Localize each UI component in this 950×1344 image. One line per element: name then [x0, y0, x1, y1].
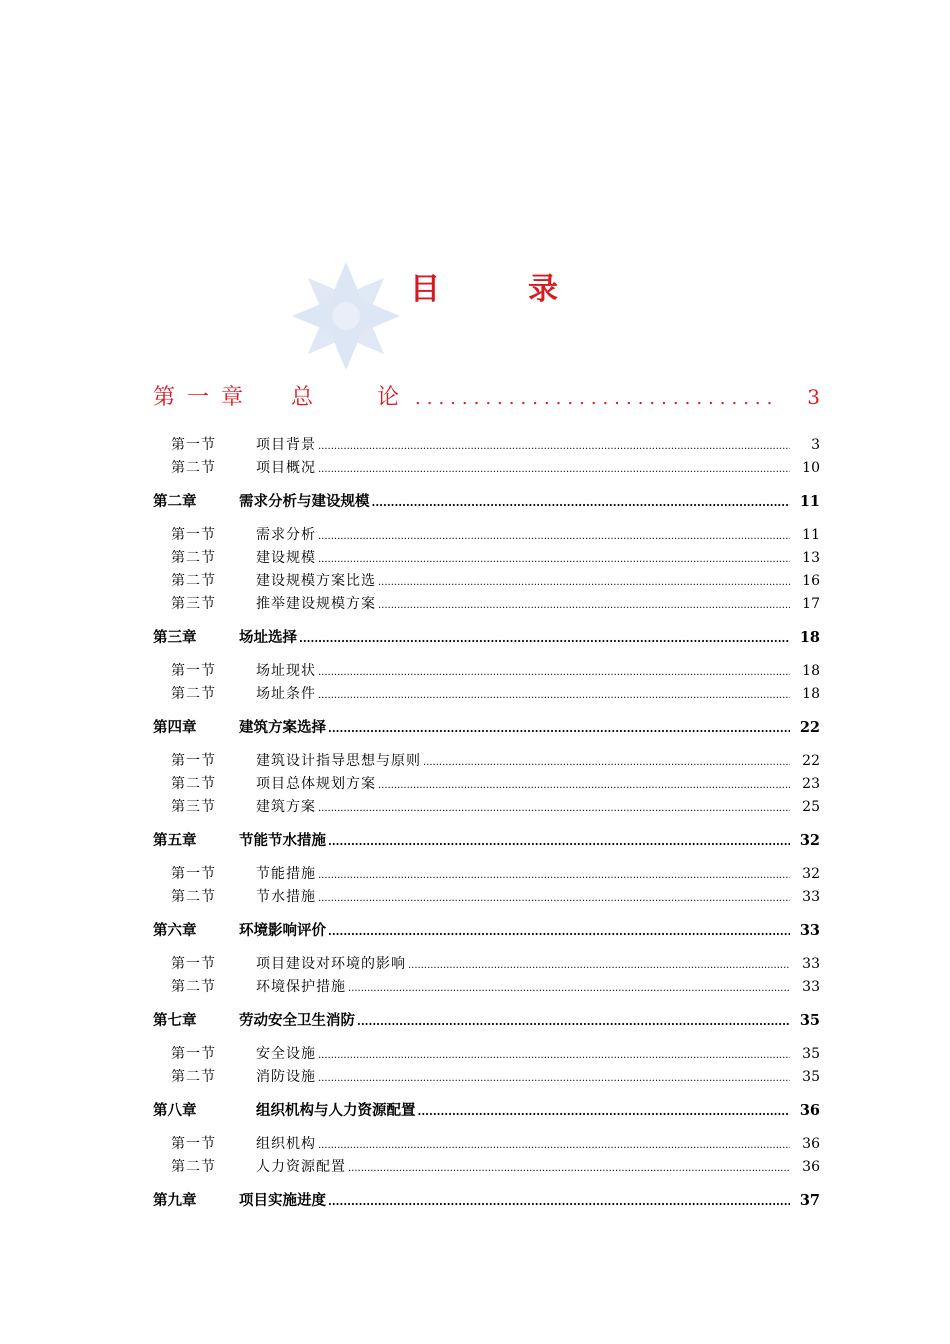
dot-leader: [318, 441, 790, 452]
dot-leader: [372, 496, 791, 509]
chapter-title: 项目实施进度: [239, 1192, 326, 1209]
chapter-title: 需求分析与建设规模: [239, 493, 370, 510]
dot-leader: [415, 388, 776, 409]
dot-leader: [357, 1015, 790, 1028]
chapter-number: 第九章: [153, 1192, 197, 1209]
toc-section-row[interactable]: [153, 570, 820, 593]
chapter-title: 建筑方案选择: [239, 719, 326, 736]
page-number: 35: [799, 1012, 820, 1029]
section-number: 第一节: [171, 956, 216, 972]
toc-chapter-row[interactable]: [153, 1009, 820, 1035]
dot-leader: [318, 554, 790, 565]
section-number: 第二节: [171, 686, 216, 702]
section-title: 需求分析: [256, 527, 316, 543]
section-number: 第二节: [171, 889, 216, 905]
page-number: 35: [802, 1069, 820, 1085]
page-number: 18: [802, 686, 820, 702]
dot-leader: [318, 464, 790, 475]
toc-title: [0, 268, 950, 316]
toc-section-row[interactable]: [153, 593, 820, 616]
chapter-number: 第五章: [153, 832, 197, 849]
toc-chapter-row[interactable]: [153, 919, 820, 945]
toc-section-row[interactable]: [153, 547, 820, 570]
dot-leader: [299, 632, 790, 645]
chapter-title: 组织机构与人力资源配置: [256, 1102, 416, 1119]
page-number: 33: [802, 889, 820, 905]
chapter-title: 劳动安全卫生消防: [239, 1012, 355, 1029]
toc-section-row[interactable]: [153, 683, 820, 706]
dot-leader: [318, 1073, 790, 1084]
section-number: 第二节: [171, 573, 216, 589]
page-number: 11: [799, 493, 820, 510]
dot-leader: [318, 1140, 790, 1151]
toc-section-row[interactable]: [153, 524, 820, 547]
section-title: 安全设施: [256, 1046, 316, 1062]
toc-chapter-row[interactable]: [153, 380, 820, 422]
toc-section-row[interactable]: [153, 886, 820, 909]
chapter-title: 场址选择: [239, 629, 297, 646]
page-number: 16: [802, 573, 820, 589]
toc-title-char-2: 录: [528, 272, 558, 307]
dot-leader: [348, 1163, 790, 1174]
page-number: 32: [799, 832, 820, 849]
page-number: 22: [799, 719, 820, 736]
section-number: 第一节: [171, 1136, 216, 1152]
section-title: 环境保护措施: [256, 979, 346, 995]
dot-leader: [318, 870, 790, 881]
section-number: 第一节: [171, 437, 216, 453]
page-number: 13: [802, 550, 820, 566]
section-number: 第三节: [171, 799, 216, 815]
section-title: 建筑设计指导思想与原则: [256, 753, 421, 769]
page-number: 25: [802, 799, 820, 815]
dot-leader: [318, 1050, 790, 1061]
toc-section-row[interactable]: [153, 1043, 820, 1066]
page-number: 36: [799, 1102, 820, 1119]
section-title: 人力资源配置: [256, 1159, 346, 1175]
page-number: 33: [799, 922, 820, 939]
dot-leader: [378, 577, 790, 588]
section-number: 第二节: [171, 979, 216, 995]
toc-section-row[interactable]: [153, 1066, 820, 1089]
page-number: 36: [802, 1159, 820, 1175]
chapter-number: 第二章: [153, 493, 197, 510]
section-title: 消防设施: [256, 1069, 316, 1085]
section-number: 第一节: [171, 663, 216, 679]
page-number: 33: [802, 956, 820, 972]
section-title: 项目总体规划方案: [256, 776, 376, 792]
section-title: 场址现状: [256, 663, 316, 679]
dot-leader: [378, 600, 790, 611]
toc-section-row[interactable]: [153, 457, 820, 480]
dot-leader: [318, 531, 790, 542]
section-number: 第二节: [171, 1159, 216, 1175]
chapter-title: 总论: [291, 385, 464, 410]
chapter-number: 第三章: [153, 629, 197, 646]
dot-leader: [418, 1105, 791, 1118]
toc-section-row[interactable]: [153, 863, 820, 886]
dot-leader: [423, 757, 790, 768]
page-number: 18: [802, 663, 820, 679]
chapter-number: 第八章: [153, 1102, 197, 1119]
dot-leader: [318, 893, 790, 904]
section-title: 场址条件: [256, 686, 316, 702]
page-number: 11: [802, 527, 820, 543]
section-number: 第一节: [171, 753, 216, 769]
section-number: 第一节: [171, 866, 216, 882]
dot-leader: [318, 803, 790, 814]
page-number: 37: [799, 1192, 820, 1209]
section-title: 推举建设规模方案: [256, 596, 376, 612]
page-number: 23: [802, 776, 820, 792]
page-number: 3: [807, 385, 820, 409]
dot-leader: [408, 960, 790, 971]
toc-chapter-row[interactable]: [153, 829, 820, 855]
toc-chapter-row[interactable]: [153, 716, 820, 742]
section-title: 项目建设对环境的影响: [256, 956, 406, 972]
toc-section-row[interactable]: [153, 976, 820, 999]
toc-section-row[interactable]: [153, 1156, 820, 1179]
toc-section-row[interactable]: [153, 796, 820, 819]
toc-section-row[interactable]: [153, 953, 820, 976]
toc-section-row[interactable]: [153, 773, 820, 796]
section-title: 建筑方案: [256, 799, 316, 815]
chapter-number: 第六章: [153, 922, 197, 939]
section-title: 节能措施: [256, 866, 316, 882]
chapter-number: 第七章: [153, 1012, 197, 1029]
dot-leader: [318, 667, 790, 678]
section-number: 第一节: [171, 1046, 216, 1062]
section-title: 建设规模方案比选: [256, 573, 376, 589]
toc-section-row[interactable]: [153, 1133, 820, 1156]
toc-section-row[interactable]: [153, 750, 820, 773]
section-number: 第一节: [171, 527, 216, 543]
section-number: 第二节: [171, 1069, 216, 1085]
section-number: 第二节: [171, 550, 216, 566]
page-number: 36: [802, 1136, 820, 1152]
toc-chapter-row[interactable]: [153, 626, 820, 652]
dot-leader: [348, 983, 790, 994]
section-number: 第二节: [171, 776, 216, 792]
chapter-title: 节能节水措施: [239, 832, 326, 849]
section-title: 项目概况: [256, 460, 316, 476]
section-title: 节水措施: [256, 889, 316, 905]
section-number: 第二节: [171, 460, 216, 476]
page-number: 10: [802, 460, 820, 476]
dot-leader: [328, 722, 790, 735]
toc-chapter-row[interactable]: [153, 1099, 820, 1125]
toc-title-char-1: 目: [410, 272, 440, 307]
chapter-number: 第四章: [153, 719, 197, 736]
toc-section-row[interactable]: [153, 434, 820, 457]
section-number: 第三节: [171, 596, 216, 612]
dot-leader: [318, 690, 790, 701]
section-title: 建设规模: [256, 550, 316, 566]
page-number: 3: [811, 437, 820, 453]
dot-leader: [328, 1195, 790, 1208]
page-number: 32: [802, 866, 820, 882]
page-number: 18: [799, 629, 820, 646]
chapter-title: 环境影响评价: [239, 922, 326, 939]
chapter-number: 第一章: [153, 385, 256, 410]
toc-chapter-row[interactable]: [153, 1189, 820, 1215]
toc-chapter-row[interactable]: [153, 490, 820, 516]
dot-leader: [328, 835, 790, 848]
page-number: 33: [802, 979, 820, 995]
page-number: 17: [802, 596, 820, 612]
page-number: 22: [802, 753, 820, 769]
dot-leader: [328, 925, 790, 938]
section-title: 组织机构: [256, 1136, 316, 1152]
page-number: 35: [802, 1046, 820, 1062]
toc-section-row[interactable]: [153, 660, 820, 683]
dot-leader: [378, 780, 790, 791]
section-title: 项目背景: [256, 437, 316, 453]
table-of-contents: [153, 380, 820, 1215]
